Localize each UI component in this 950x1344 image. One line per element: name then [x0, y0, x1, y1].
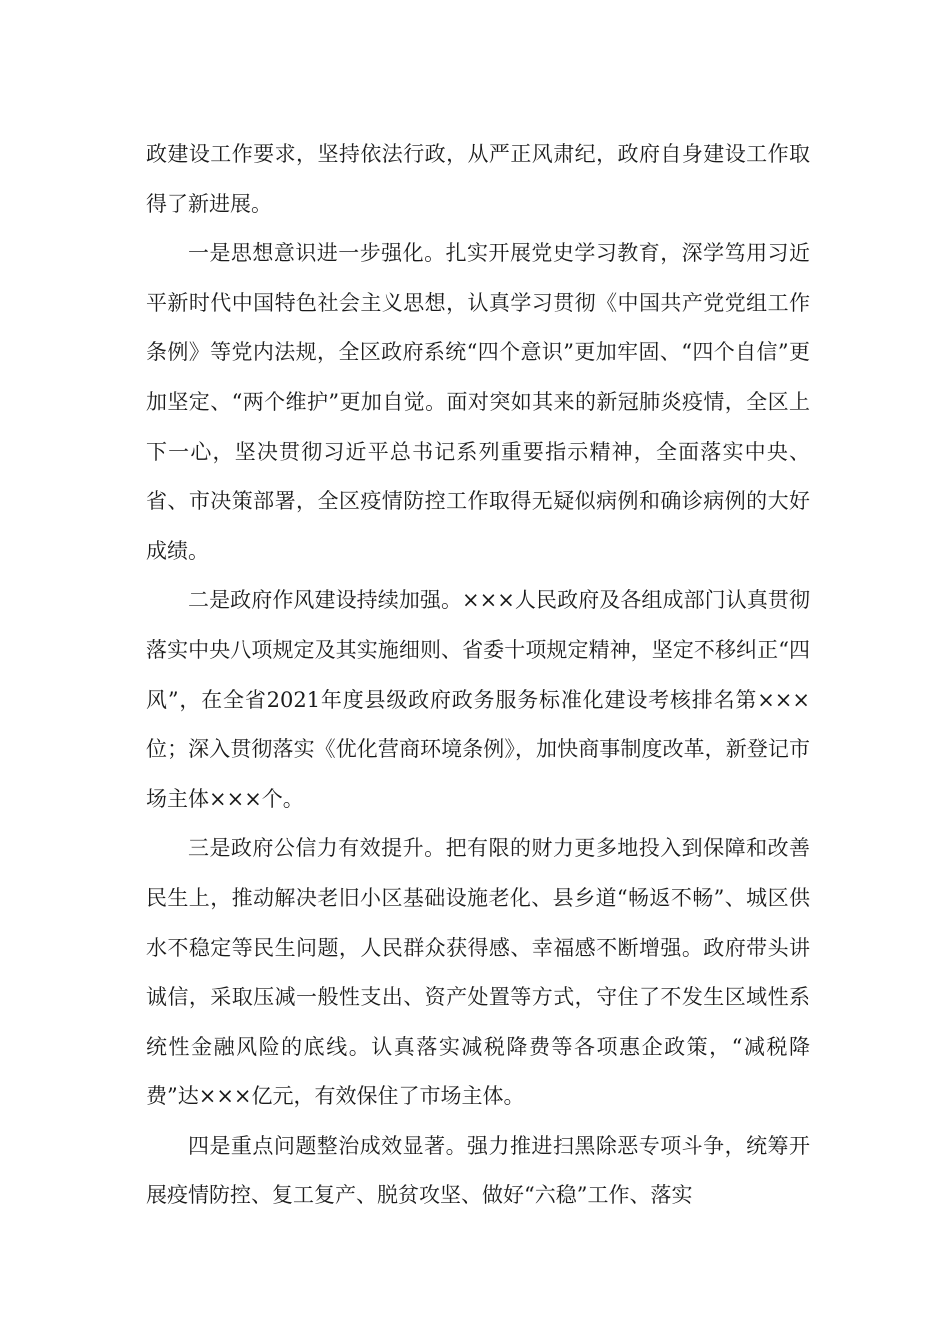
- paragraph-ideology: 一是思想意识进一步强化。扎实开展党史学习教育，深学笃用习近平新时代中国特色社会主义思想，认真学习贯彻《中国共产党党组工作条例》等党内法规，全区政府系统“四个意识”更加牢固、“四个自信”更加坚定、“两个维护”更加自觉。面对突如其来的新冠肺炎疫情，全区上下一心，坚决贯彻习近平总书记系列重要指示精神，全面落实中央、省、市决策部署，全区疫情防控工作取得无疑似病例和确诊病例的大好成绩。: [146, 241, 810, 563]
- paragraph-key-issues: 四是重点问题整治成效显著。强力推进扫黑除恶专项斗争，统筹开展疫情防控、复工复产、脱贫攻坚、做好“六稳”工作、落实: [146, 1133, 810, 1208]
- paragraph-work-style: 二是政府作风建设持续加强。×××人民政府及各组成部门认真贯彻落实中央八项规定及其实施细则、省委十项规定精神，坚定不移纠正“四风”，在全省2021年度县级政府政务服务标准化建设考核排名第×××位；深入贯彻落实《优化营商环境条例》，加快商事制度改革，新登记市场主体×××个。: [146, 588, 810, 811]
- paragraph-credibility: 三是政府公信力有效提升。把有限的财力更多地投入到保障和改善民生上，推动解决老旧小区基础设施老化、县乡道“畅返不畅”、城区供水不稳定等民生问题，人民群众获得感、幸福感不断增强。政府带头讲诚信，采取压减一般性支出、资产处置等方式，守住了不发生区域性系统性金融风险的底线。认真落实减税降费等各项惠企政策，“减税降费”达×××亿元，有效保住了市场主体。: [146, 836, 810, 1109]
- body-text: [146, 130, 810, 1221]
- paragraph-continuation: 政建设工作要求，坚持依法行政，从严正风肃纪，政府自身建设工作取得了新进展。: [146, 142, 810, 216]
